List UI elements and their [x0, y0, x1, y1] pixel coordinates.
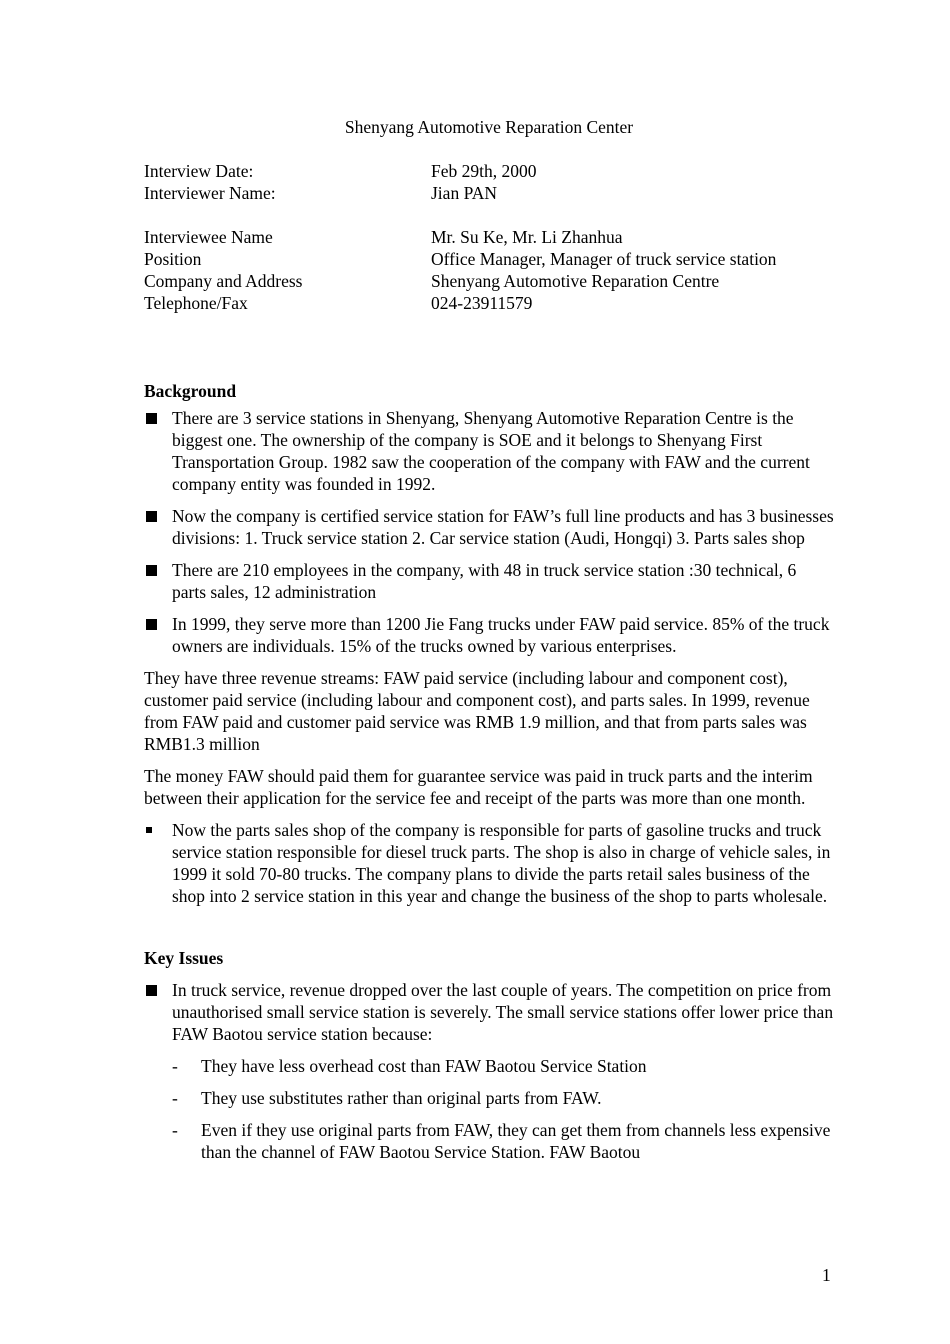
sub-item-text: They use substitutes rather than original parts from FAW.	[201, 1088, 602, 1108]
info-value: Mr. Su Ke, Mr. Li Zhanhua	[431, 227, 623, 247]
dash-marker: -	[172, 1056, 178, 1076]
sub-item-text: They have less overhead cost than FAW Baotou Service Station	[201, 1056, 647, 1076]
info-value: 024-23911579	[431, 293, 533, 313]
background-heading: Background	[144, 381, 237, 401]
paragraph: They have three revenue streams: FAW paid service (including labour and component cost), customer paid service (including labour and component cost), and parts sales. In 1999, revenue from FAW paid and customer paid service was RMB 1.9 million, and that from parts sales was RMB1.3 million	[144, 668, 810, 754]
sub-list-item	[144, 1087, 834, 1109]
info-label: Company and Address	[144, 271, 303, 291]
paragraph: The money FAW should paid them for guarantee service was paid in truck parts and the interim between their application for the service fee and receipt of the parts was more than one month.	[144, 766, 813, 808]
sub-item-text: Even if they use original parts from FAW, they can get them from channels less expensive than the channel of FAW Baotou Service Station. FAW Baotou	[201, 1120, 831, 1162]
key-issues-heading: Key Issues	[144, 948, 224, 968]
info-row	[144, 160, 834, 182]
page-number: 1	[822, 1265, 831, 1285]
small-square-bullet-icon	[146, 827, 152, 833]
info-label: Telephone/Fax	[144, 293, 248, 313]
dash-marker: -	[172, 1120, 178, 1140]
sub-list-item	[144, 1119, 834, 1163]
list-item	[144, 819, 834, 907]
square-bullet-icon	[146, 511, 157, 522]
bullet-text: In 1999, they serve more than 1200 Jie Fang trucks under FAW paid service. 85% of the truck owners are individuals. 15% of the trucks owned by various enterprises.	[172, 614, 830, 656]
bullet-text: Now the parts sales shop of the company is responsible for parts of gasoline trucks and truck service station responsible for diesel truck parts. The shop is also in charge of vehicle sales, in 1999 it sold 70-80 trucks. The company plans to divide the parts retail sales business of the shop into 2 service station in this year and change the business of the shop to parts wholesale.	[172, 820, 831, 906]
document-title: Shenyang Automotive Reparation Center	[344, 117, 634, 137]
square-bullet-icon	[146, 565, 157, 576]
info-label: Interviewer Name:	[144, 183, 276, 203]
bullet-text: There are 210 employees in the company, with 48 in truck service station :30 technical, 6 parts sales, 12 administration	[172, 560, 797, 602]
square-bullet-icon	[146, 413, 157, 424]
list-item	[144, 613, 834, 657]
info-value: Feb 29th, 2000	[431, 161, 537, 181]
info-row	[144, 226, 834, 248]
info-row	[144, 248, 834, 270]
square-bullet-icon	[146, 985, 157, 996]
list-item	[144, 979, 834, 1045]
bullet-text: Now the company is certified service station for FAW’s full line products and has 3 businesses divisions: 1. Truck service station 2. Car service station (Audi, Hongqi) 3. Parts sales shop	[172, 506, 834, 548]
info-row	[144, 292, 834, 314]
bullet-text: There are 3 service stations in Shenyang, Shenyang Automotive Reparation Centre is the biggest one. The ownership of the company is SOE and it belongs to Shenyang First Transportation Group. 1982 saw the cooperation of the company with FAW and the current company entity was founded in 1992.	[172, 408, 810, 494]
info-value: Jian PAN	[431, 183, 497, 203]
square-bullet-icon	[146, 619, 157, 630]
info-row	[144, 270, 834, 292]
info-row	[144, 182, 834, 204]
list-item	[144, 407, 834, 495]
list-item	[144, 559, 834, 603]
info-label: Interviewee Name	[144, 227, 273, 247]
dash-marker: -	[172, 1088, 178, 1108]
document-page	[144, 116, 834, 1173]
list-item	[144, 505, 834, 549]
bullet-text: In truck service, revenue dropped over the last couple of years. The competition on price from unauthorised small service station is severely. The small service stations offer lower price than FAW Baotou service station because:	[172, 980, 834, 1044]
sub-list-item	[144, 1055, 834, 1077]
info-label: Position	[144, 249, 202, 269]
info-value: Office Manager, Manager of truck service station	[431, 249, 777, 269]
info-value: Shenyang Automotive Reparation Centre	[431, 271, 720, 291]
info-label: Interview Date:	[144, 161, 254, 181]
